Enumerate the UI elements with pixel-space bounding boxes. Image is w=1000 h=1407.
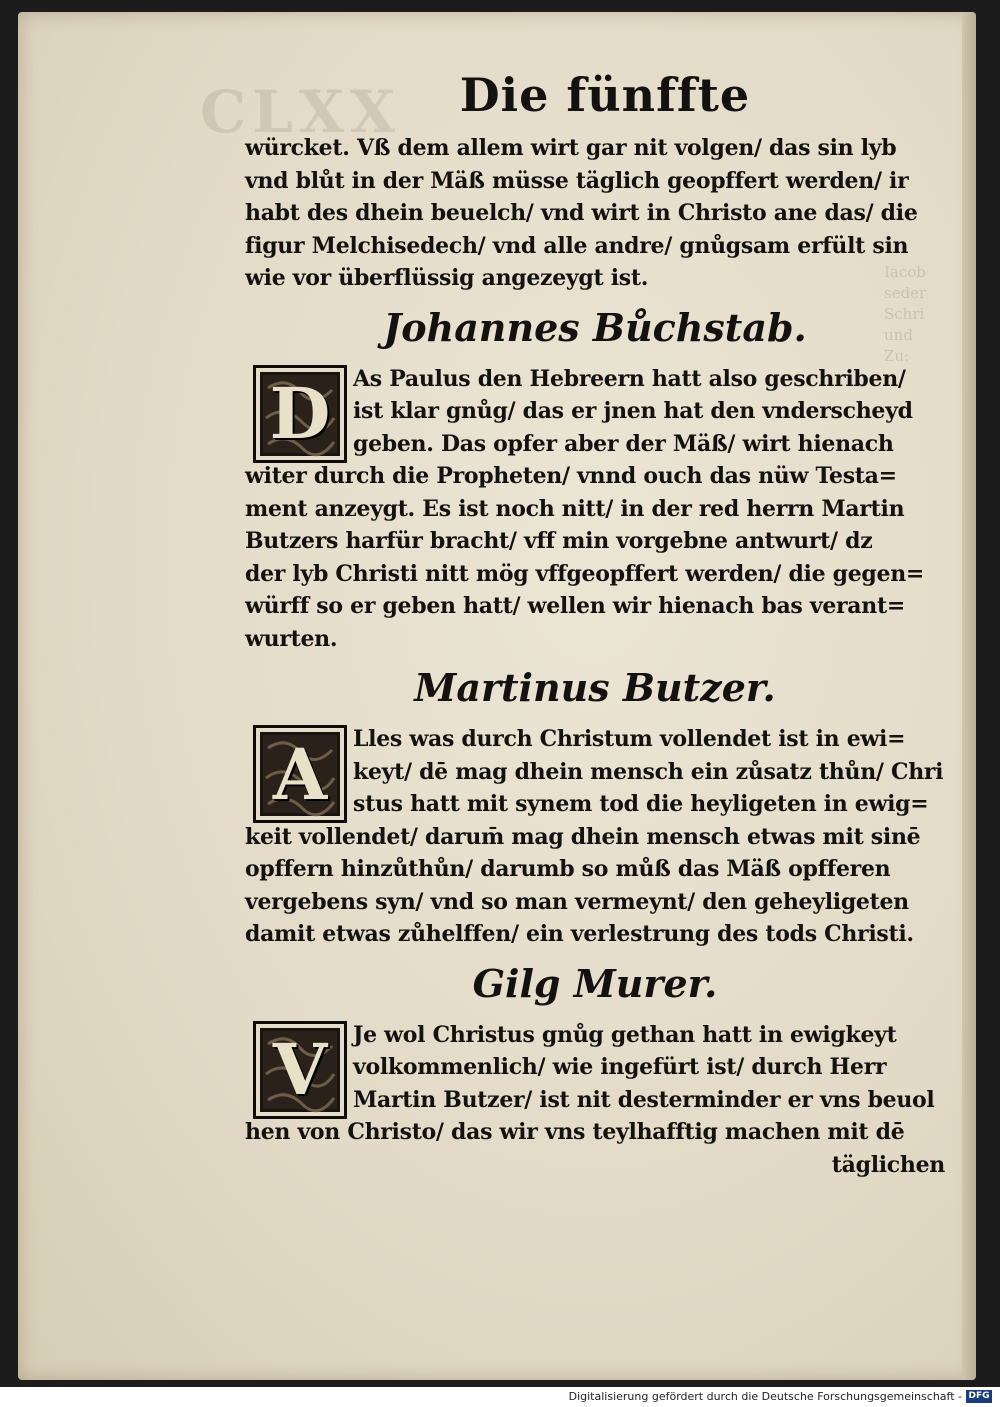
text-line: würff so er geben hatt/ wellen wir hienach bas verant= bbox=[245, 593, 905, 619]
text-line: opffern hinzůthůn/ darumb so můß das Mäß opfferen bbox=[245, 856, 891, 882]
speaker-heading: Martinus Butzer. bbox=[414, 665, 776, 710]
paragraph bbox=[245, 363, 945, 656]
text-line: ment anzeygt. Es ist noch nitt/ in der red herrn Martin bbox=[245, 495, 905, 522]
text-line: Butzers harfür bracht/ vff min vorgebne antwurt/ dz bbox=[245, 528, 873, 554]
footer-credit: Digitalisierung gefördert durch die Deutsche Forschungsgemeinschaft - bbox=[568, 1390, 962, 1403]
running-head: Die fünffte bbox=[459, 68, 751, 122]
speaker-heading: Johannes Bůchstab. bbox=[383, 304, 807, 350]
text-line: Je wol Christus gnůg gethan hatt in ewigkeyt bbox=[353, 1021, 897, 1048]
text-line: habt des dhein beuelch/ vnd wirt in Christo ane das/ die bbox=[245, 200, 918, 226]
text-line: figur Melchisedech/ vnd alle andre/ gnůgsam erfült sin bbox=[245, 232, 909, 259]
text-block bbox=[245, 62, 945, 1181]
decorated-initial: D bbox=[253, 365, 347, 463]
footer bbox=[0, 1387, 1000, 1407]
text-line: hen von Christo/ das wir vns teylhafftig machen mit dē bbox=[245, 1119, 905, 1145]
speaker-heading: Gilg Murer. bbox=[472, 960, 718, 1006]
catchword: täglichen bbox=[831, 1151, 945, 1178]
text-line: würcket. Vß dem allem wirt gar nit volgen/ das sin lyb bbox=[245, 135, 897, 161]
text-line: witer durch die Propheten/ vnnd ouch das nüw Testa= bbox=[245, 463, 897, 489]
text-line: Lles was durch Christum vollendet ist in ewi= bbox=[353, 726, 906, 752]
text-line: vergebens syn/ vnd so man vermeynt/ den geheyligeten bbox=[245, 888, 909, 915]
text-line: der lyb Christi nitt mög vffgeopffert werden/ die gegen= bbox=[245, 560, 925, 587]
decorated-initial: V bbox=[253, 1021, 347, 1119]
decorated-initial: A bbox=[253, 725, 347, 823]
page-edge bbox=[962, 12, 976, 1380]
text-line: keit vollendet/ darum̄ mag dhein mensch etwas mit sinē bbox=[245, 823, 921, 850]
paragraph bbox=[245, 1019, 945, 1182]
bleed-through-margin: Iacob seder Schri und Zu: bbox=[884, 263, 927, 365]
text-line: wurten. bbox=[245, 625, 338, 652]
text-line: geben. Das opfer aber der Mäß/ wirt hienach bbox=[353, 430, 894, 457]
text-line: volkommenlich/ wie ingefürt ist/ durch Herr bbox=[353, 1054, 887, 1080]
paragraph bbox=[245, 723, 945, 951]
text-line: Martin Butzer/ ist nit desterminder er vns beuol bbox=[353, 1086, 935, 1113]
text-line: As Paulus den Hebreern hatt also geschriben/ bbox=[353, 365, 906, 392]
bleed-through-text: CLXX bbox=[200, 78, 401, 146]
dfg-logo-icon: DFG bbox=[966, 1390, 992, 1403]
paragraph-continuation bbox=[245, 132, 945, 295]
text-line: damit etwas zůhelffen/ ein verlestrung des tods Christi. bbox=[245, 921, 914, 947]
text-line: stus hatt mit synem tod die heyligeten in ewig= bbox=[353, 791, 929, 817]
text-line: wie vor überflüssig angezeygt ist. bbox=[245, 265, 649, 291]
text-line: keyt/ dē mag dhein mensch ein zůsatz thůn/ Chri bbox=[353, 758, 944, 785]
text-line: ist klar gnůg/ das er jnen hat den vnderscheyd bbox=[353, 398, 913, 424]
text-line: vnd blůt in der Mäß müsse täglich geopffert werden/ ir bbox=[245, 167, 909, 194]
